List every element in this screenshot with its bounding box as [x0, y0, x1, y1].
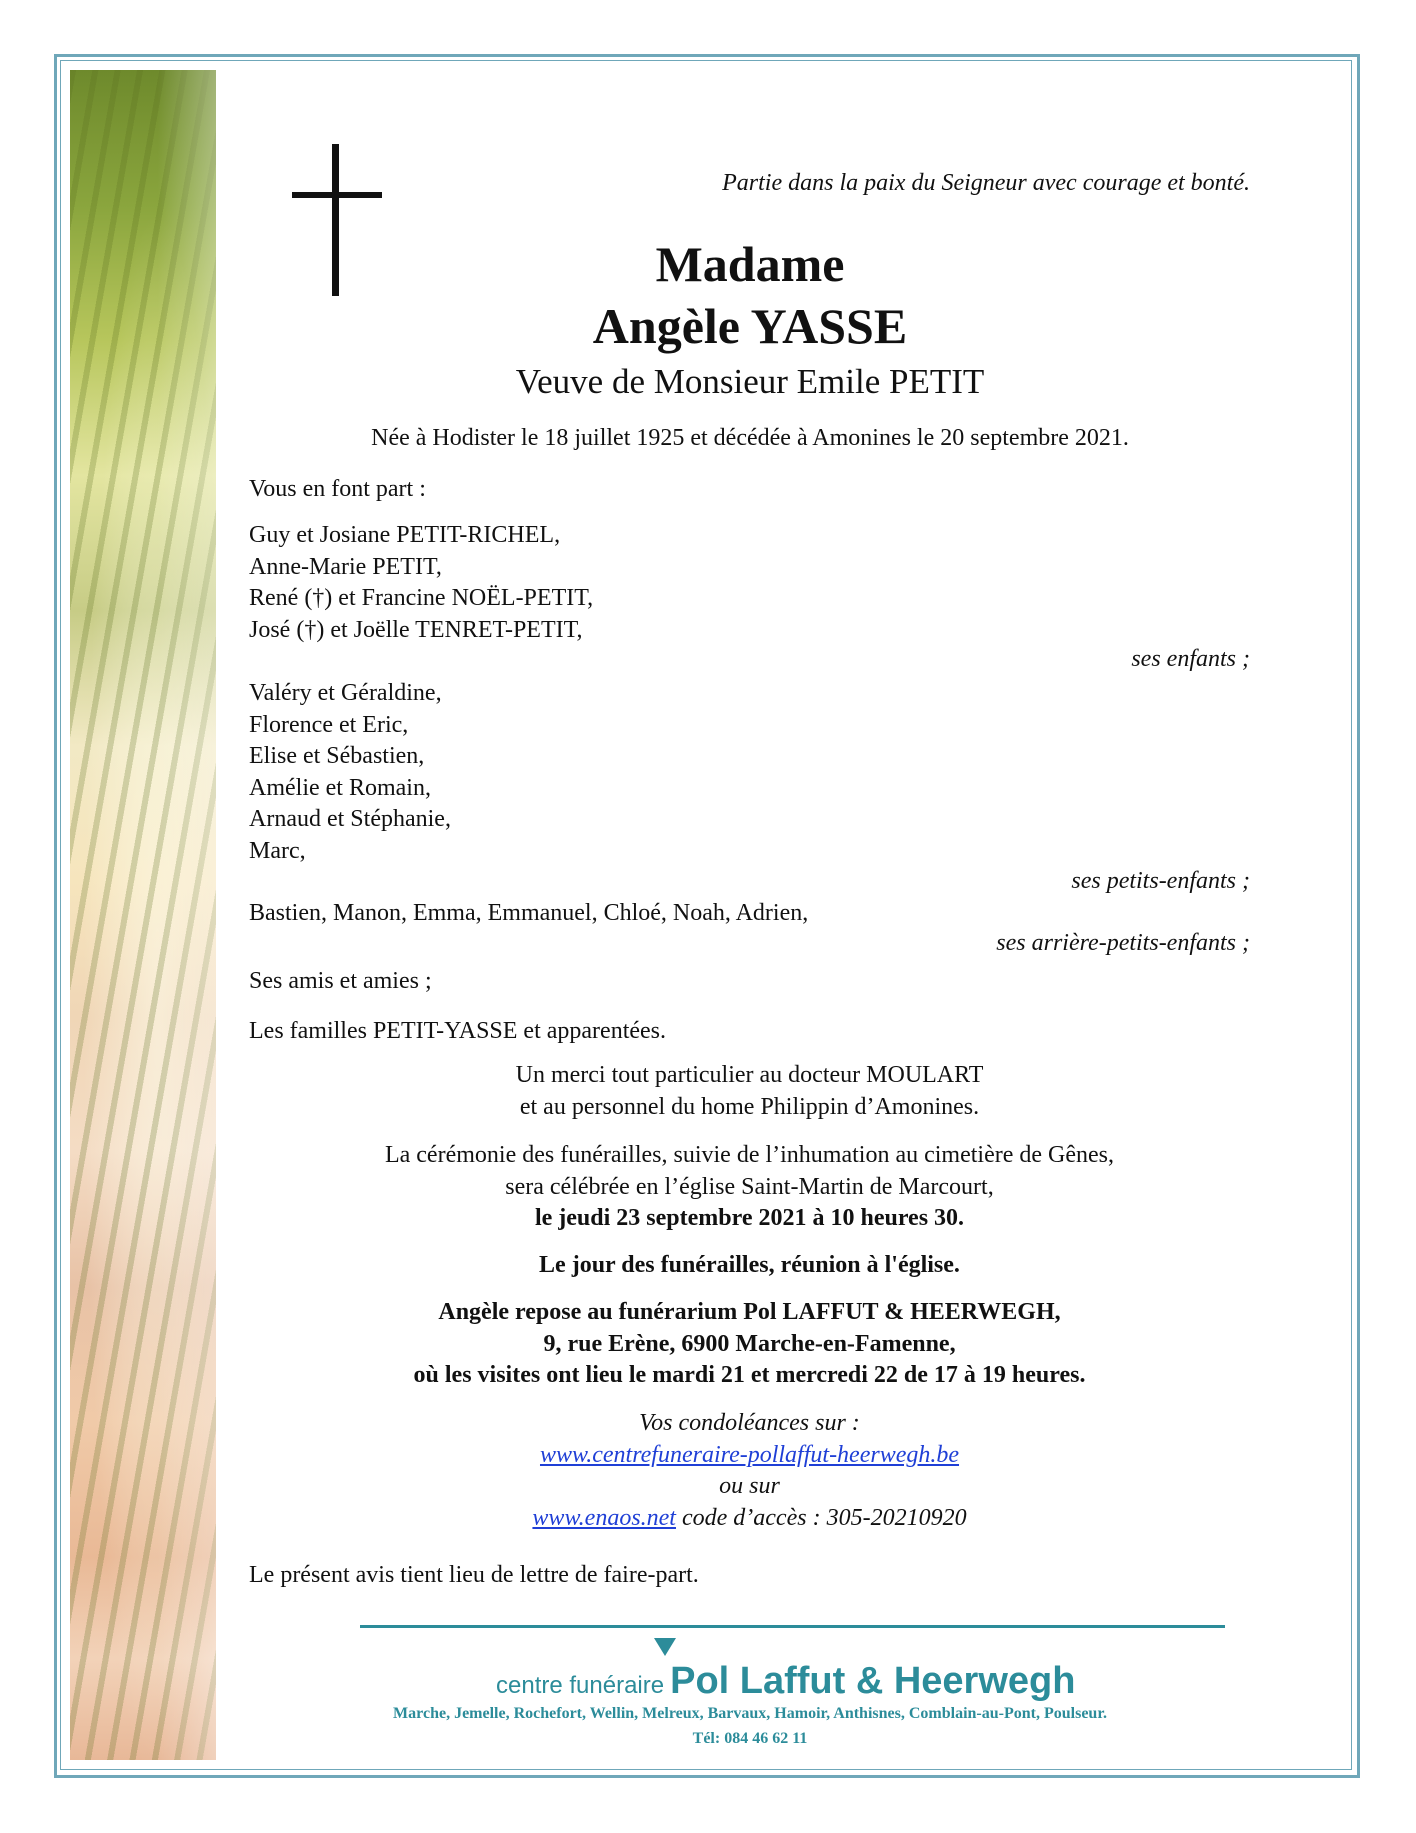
- thanks-line: Un merci tout particulier au docteur MOULART: [515, 1062, 984, 1088]
- ceremony-date: le jeudi 23 septembre 2021 à 10 heures 30.: [534, 1205, 965, 1231]
- condolences-or: ou sur: [719, 1473, 780, 1499]
- thanks-line: et au personnel du home Philippin d’Amonines.: [519, 1093, 980, 1120]
- great-grandchildren: Bastien, Manon, Emma, Emmanuel, Chloé, Noah, Adrien,: [249, 900, 809, 926]
- meeting: Le jour des funérailles, réunion à l'église.: [539, 1252, 960, 1278]
- children-role: ses enfants ;: [1131, 646, 1250, 672]
- title: Madame: [655, 236, 845, 292]
- children-list: [249, 520, 593, 646]
- great-grandchildren-role: ses arrière-petits-enfants ;: [996, 930, 1250, 956]
- list-item: Arnaud et Stéphanie,: [249, 806, 451, 832]
- ceremony-line: La cérémonie des funérailles, suivie de l’inhumation au cimetière de Gênes,: [384, 1142, 1115, 1168]
- logo-towns: Marche, Jemelle, Rochefort, Wellin, Melreux, Barvaux, Hamoir, Anthisnes, Comblain-au-Pont, Poulseur.: [393, 1705, 1107, 1722]
- list-item: René (†) et Francine NOËL-PETIT,: [249, 585, 594, 611]
- families: Les familles PETIT-YASSE et apparentées.: [249, 1018, 667, 1044]
- logo-triangle-icon: [654, 1638, 676, 1656]
- deceased-name: Angèle YASSE: [592, 298, 908, 354]
- motto: Partie dans la paix du Seigneur avec courage et bonté.: [722, 170, 1250, 196]
- friends: Ses amis et amies ;: [249, 968, 432, 994]
- condolences-link-2[interactable]: www.enaos.net: [532, 1504, 676, 1531]
- list-item: Amélie et Romain,: [249, 774, 431, 801]
- thanks: [249, 1060, 1250, 1123]
- list-item: Marc,: [249, 837, 306, 864]
- funeral-home-logo: [496, 1660, 1075, 1703]
- birth-death-dates: Née à Hodister le 18 juillet 1925 et décédée à Amonines le 20 septembre 2021.: [371, 425, 1129, 451]
- list-item: Guy et Josiane PETIT-RICHEL,: [249, 522, 561, 548]
- ceremony: [249, 1140, 1250, 1235]
- rest-line: 9, rue Erène, 6900 Marche-en-Famenne,: [543, 1330, 956, 1357]
- list-item: Elise et Sébastien,: [249, 743, 425, 769]
- list-item: Valéry et Géraldine,: [249, 680, 442, 706]
- announce: Vous en font part :: [249, 476, 426, 502]
- logo-phone: Tél: 084 46 62 11: [692, 1730, 808, 1747]
- list-item: José (†) et Joëlle TENRET-PETIT,: [249, 616, 583, 643]
- logo-rule: [360, 1625, 1225, 1628]
- grandchildren-list: [249, 678, 451, 867]
- condolences: [249, 1408, 1250, 1534]
- grandchildren-role: ses petits-enfants ;: [1071, 868, 1250, 894]
- list-item: Anne-Marie PETIT,: [249, 553, 442, 580]
- ceremony-line: sera célébrée en l’église Saint-Martin de Marcourt,: [505, 1173, 994, 1200]
- logo-brand: Pol Laffut & Heerwegh: [670, 1660, 1076, 1702]
- forest-path-photo: [70, 70, 216, 1760]
- funerarium-info: [249, 1297, 1250, 1392]
- notice: Le présent avis tient lieu de lettre de faire-part.: [249, 1562, 699, 1588]
- condolences-link-1[interactable]: www.centrefuneraire-pollaffut-heerwegh.be: [539, 1441, 960, 1468]
- widow-of: Veuve de Monsieur Emile PETIT: [515, 362, 985, 401]
- condolences-intro: Vos condoléances sur :: [639, 1410, 860, 1436]
- rest-line: où les visites ont lieu le mardi 21 et mercredi 22 de 17 à 19 heures.: [413, 1362, 1086, 1388]
- list-item: Florence et Eric,: [249, 711, 409, 738]
- access-code: code d’accès : 305-20210920: [675, 1504, 967, 1531]
- rest-line: Angèle repose au funérarium Pol LAFFUT & HEERWEGH,: [438, 1299, 1061, 1325]
- logo-prefix: centre funéraire: [496, 1672, 665, 1699]
